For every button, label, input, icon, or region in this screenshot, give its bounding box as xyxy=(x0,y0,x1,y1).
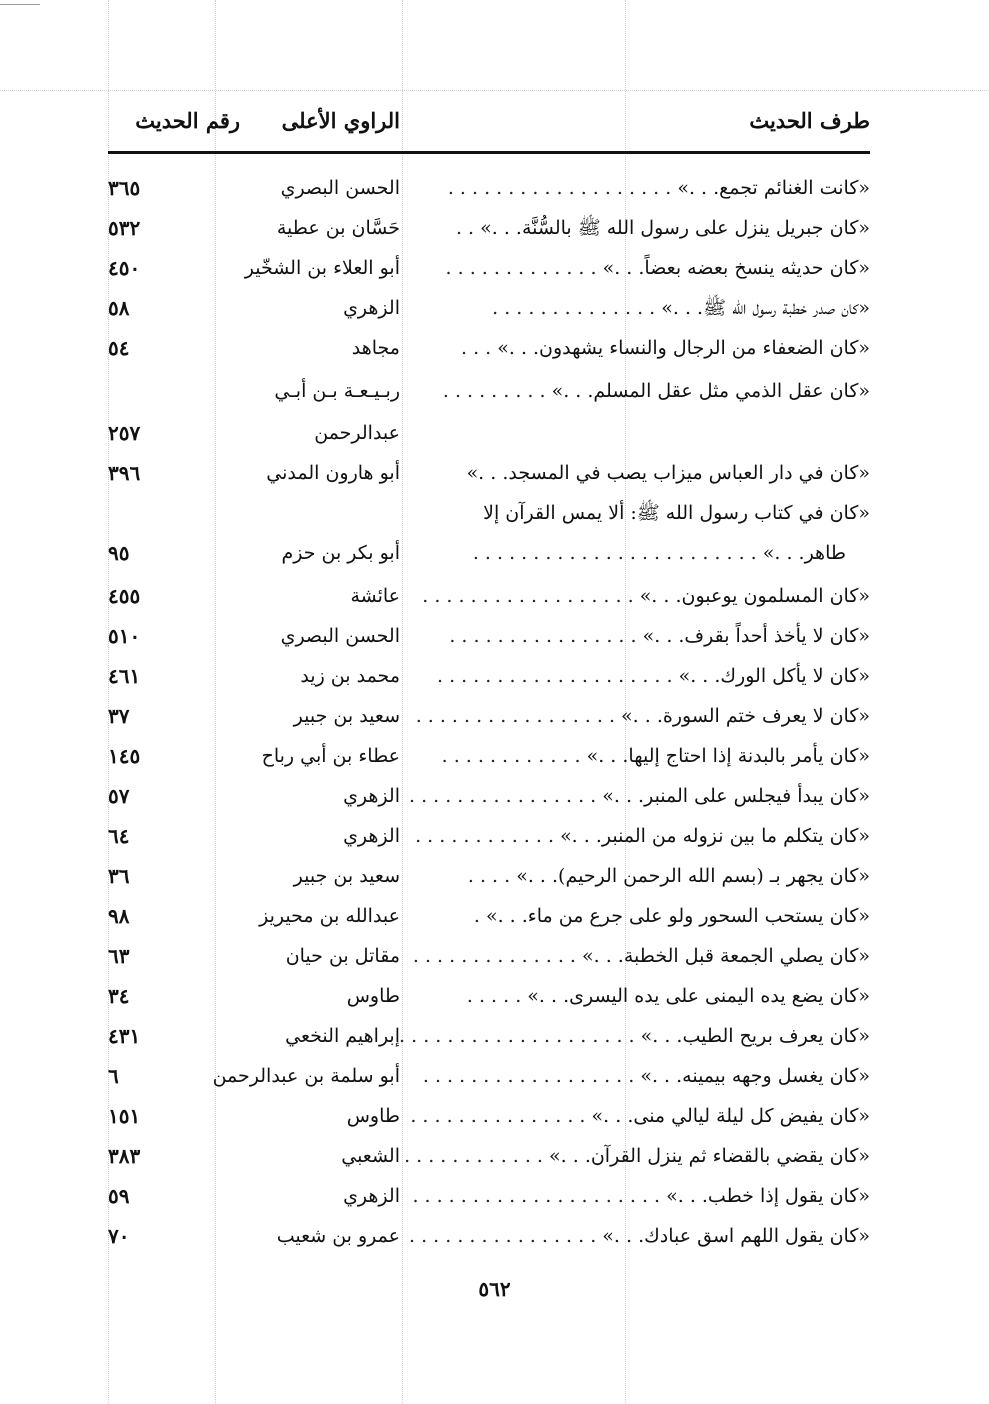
narrator-name: عبدالرحمن xyxy=(314,422,400,444)
narrator-name: الحسن البصري xyxy=(280,177,400,199)
narrator-name: مقاتل بن حيان xyxy=(285,945,400,967)
hadith-number: ٦ xyxy=(108,1064,119,1088)
table-row xyxy=(108,856,870,896)
dot-leader: . . . . . . . . . . . . . . . . . . . xyxy=(447,177,672,199)
scan-guide-line xyxy=(0,90,989,91)
hadith-text xyxy=(410,1096,870,1136)
hadith-number: ٥٧ xyxy=(108,784,130,808)
table-row xyxy=(108,696,870,736)
hadith-text-value: «كان لا يأكل الورك. . .» xyxy=(678,665,870,687)
hadith-text-value: «كان يتكلم ما بين نزوله من المنبر. . .» xyxy=(560,825,870,847)
narrator-name: طاوس xyxy=(346,1105,400,1127)
hadith-text-value: طاهر. . .» xyxy=(762,542,846,564)
hadith-text-value: «كان لا يأخذ أحداً بقرف. . .» xyxy=(642,625,870,647)
dot-leader: . . . . . . . . . . . . . . xyxy=(412,945,576,967)
narrator-name: مجاهد xyxy=(351,337,400,359)
hadith-text xyxy=(415,533,870,573)
hadith-text-value: «كان يفيض كل ليلة ليالي منى. . .» xyxy=(591,1105,870,1127)
hadith-text-value: «كان يقول اللهم اسق عبادك. . .» xyxy=(602,1225,870,1247)
hadith-text-value: «كان يأمر بالبدنة إذا احتاج إليها. . .» xyxy=(586,745,870,767)
table-row xyxy=(108,413,870,453)
hadith-number: ٥١٠ xyxy=(108,624,141,648)
hadith-text-value: «كان يصلي الجمعة قبل الخطبة. . .» xyxy=(582,945,870,967)
hadith-text xyxy=(415,856,870,896)
narrator-name: الشعبي xyxy=(341,1145,400,1167)
narrator-name: أبو هارون المدني xyxy=(266,462,400,484)
dot-leader: . . . . . . . . . xyxy=(442,380,546,402)
hadith-number: ٤٦١ xyxy=(108,664,141,688)
table-row xyxy=(108,208,870,248)
narrator-name: أبو سلمة بن عبدالرحمن xyxy=(212,1065,400,1087)
hadith-text-value: «كان المسلمون يوعبون. . .» xyxy=(639,585,870,607)
narrator-name: عبدالله بن محيريز xyxy=(259,905,400,927)
dot-leader: . xyxy=(473,905,480,927)
hadith-number: ٤٣١ xyxy=(108,1024,141,1048)
hadith-text-value: «كان يقول إذا خطب. . .» xyxy=(666,1185,870,1207)
narrator-name: الزهري xyxy=(343,1185,400,1207)
hadith-number: ٥٩ xyxy=(108,1184,130,1208)
hadith-number: ٦٤ xyxy=(108,824,130,848)
dot-leader: . . . . . . . . . . . . . . . xyxy=(410,1105,586,1127)
hadith-text xyxy=(409,1216,870,1256)
dot-leader: . . . . . . . . . . . . xyxy=(441,745,581,767)
table-row xyxy=(108,168,870,208)
table-row xyxy=(108,616,870,656)
hadith-text xyxy=(415,328,870,368)
table-row xyxy=(108,1176,870,1216)
narrator-name: حَسَّان بن عطية xyxy=(276,217,400,239)
hadith-text xyxy=(415,248,870,288)
table-row xyxy=(108,1136,870,1176)
dot-leader: . . . . . . . . . . . . . . . . . xyxy=(415,705,615,727)
table-row xyxy=(108,1016,870,1056)
hadith-text xyxy=(415,576,870,616)
hadith-number: ٤٥٥ xyxy=(108,584,141,608)
hadith-number: ٦٣ xyxy=(108,944,130,968)
narrator-name: عمرو بن شعيب xyxy=(276,1225,400,1247)
dot-leader: . . . xyxy=(460,337,492,359)
table-row xyxy=(108,976,870,1016)
hadith-number: ٩٨ xyxy=(108,904,130,928)
hadith-text xyxy=(408,776,870,816)
hadith-text-value: «كان يبدأ فيجلس على المنبر. . .» xyxy=(602,785,870,807)
table-row xyxy=(108,896,870,936)
table-row xyxy=(108,736,870,776)
hadith-text-value: «كان الضعفاء من الرجال والنساء يشهدون. . .» xyxy=(497,337,870,359)
narrator-name: محمد بن زيد xyxy=(300,665,400,687)
dot-leader: . . . . . . . . . . . . xyxy=(415,825,555,847)
hadith-text xyxy=(404,1136,870,1176)
hadith-text-value: «كان جبريل ينزل على رسول الله ﷺ بالسُّنَّة. . .» xyxy=(480,217,870,239)
narrator-name: طاوس xyxy=(346,985,400,1007)
header-hadith-text: طرف الحديث xyxy=(749,108,870,133)
hadith-text xyxy=(415,288,870,328)
narrator-name: عائشة xyxy=(350,585,400,607)
header-narrator: الراوي الأعلى xyxy=(281,108,400,133)
hadith-text-value: «كان يستحب السحور ولو على جرع من ماء. . .» xyxy=(485,905,870,927)
dot-leader: . . xyxy=(455,217,475,239)
table-row xyxy=(108,816,870,856)
dot-leader: . . . . . xyxy=(466,985,522,1007)
scan-mark xyxy=(0,4,40,5)
narrator-name: أبو العلاء بن الشخّير xyxy=(244,257,400,279)
hadith-number: ١٤٥ xyxy=(108,744,141,768)
hadith-text xyxy=(415,616,870,656)
table-row xyxy=(108,776,870,816)
hadith-number: ٣٤ xyxy=(108,984,130,1008)
hadith-text-value: «كان لا يعرف ختم السورة. . .» xyxy=(621,705,870,727)
narrator-name: الزهري xyxy=(343,825,400,847)
table-row xyxy=(108,1096,870,1136)
hadith-text xyxy=(415,168,870,208)
hadith-text-value: «كان يجهر بـ (بسم الله الرحمن الرحيم). . .» xyxy=(516,865,870,887)
narrator-name: سعيد بن جبير xyxy=(293,705,400,727)
hadith-text-value: «كان في كتاب رسول الله ﷺ: ألا يمس القرآن إلا xyxy=(483,502,870,524)
hadith-number: ٣٨٣ xyxy=(108,1144,141,1168)
dot-leader: . . . . . . . . . . . . . . xyxy=(492,297,656,319)
table-row xyxy=(108,371,870,411)
hadith-text xyxy=(399,1016,870,1056)
hadith-text xyxy=(412,936,870,976)
hadith-text xyxy=(412,1176,870,1216)
narrator-name: إبراهيم النخعي xyxy=(285,1025,400,1047)
table-row xyxy=(108,493,870,533)
dot-leader: . . . . . . . . . . . . . . . . . . xyxy=(422,1065,635,1087)
hadith-text xyxy=(415,896,870,936)
hadith-number: ٩٥ xyxy=(108,541,130,565)
table-row xyxy=(108,576,870,616)
header-divider xyxy=(108,151,870,154)
hadith-text-value: «كان يضع يده اليمنى على يده اليسرى. . .» xyxy=(527,985,870,1007)
hadith-text xyxy=(415,656,870,696)
hadith-number: ٢٥٧ xyxy=(108,421,141,445)
narrator-name: الزهري xyxy=(343,297,400,319)
dot-leader: . . . . . . . . . . . . . . . . xyxy=(409,1225,597,1247)
hadith-text-value: «كانت الغنائم تجمع. . .» xyxy=(677,177,870,199)
table-row xyxy=(108,533,870,573)
dot-leader: . . . . . . . . . . . . . . . . xyxy=(449,625,637,647)
table-header xyxy=(108,108,870,142)
hadith-text xyxy=(415,208,870,248)
narrator-name: الزهري xyxy=(343,785,400,807)
hadith-text-value: «كان عقل الذمي مثل عقل المسلم. . .» xyxy=(551,380,870,402)
hadith-text xyxy=(415,696,870,736)
hadith-number: ٣٦ xyxy=(108,864,130,888)
hadith-number: ٤٥٠ xyxy=(108,256,141,280)
dot-leader: . . . . . . . . . . . . . . . . . . . . . . . . xyxy=(472,542,757,564)
dot-leader: . . . . . . . . . . . . . . . . . . . . xyxy=(399,1025,635,1047)
table-row xyxy=(108,656,870,696)
table-row xyxy=(108,453,870,493)
hadith-text-value: «كان يقضي بالقضاء ثم ينزل القرآن. . .» xyxy=(549,1145,870,1167)
narrator-name: عطاء بن أبي رباح xyxy=(261,745,400,767)
table-row xyxy=(108,1056,870,1096)
header-hadith-number: رقم الحديث xyxy=(135,108,240,133)
hadith-text xyxy=(415,976,870,1016)
table-row xyxy=(108,248,870,288)
hadith-text-value: «كان في دار العباس ميزاب يصب في المسجد. . .» xyxy=(466,462,870,484)
dot-leader: . . . . . . . . . . . . . . . . . . . . . xyxy=(412,1185,661,1207)
table-row xyxy=(108,288,870,328)
hadith-text-value: «كان حديثه ينسخ بعضه بعضاً. . .» xyxy=(602,257,870,279)
dot-leader: . . . . . . . . . . . . . . . . . . xyxy=(422,585,634,607)
hadith-number: ٧٠ xyxy=(108,1224,130,1248)
hadith-text-value: «كان يغسل وجهه بيمينه. . .» xyxy=(640,1065,870,1087)
hadith-number: ٥٣٢ xyxy=(108,216,141,240)
table-row xyxy=(108,328,870,368)
narrator-name: ربـيـعـة بـن أبـي xyxy=(274,380,400,402)
hadith-text xyxy=(415,736,870,776)
hadith-number: ١٥١ xyxy=(108,1104,141,1128)
hadith-text-value: «كان صدر خطبة رسول الله ﷺ. . .» xyxy=(661,297,870,319)
table-row xyxy=(108,936,870,976)
hadith-number: ٣٧ xyxy=(108,704,130,728)
table-row xyxy=(108,1216,870,1256)
page-number: ٥٦٢ xyxy=(478,1277,511,1301)
hadith-text xyxy=(415,493,870,533)
hadith-text xyxy=(415,816,870,856)
narrator-name: الحسن البصري xyxy=(280,625,400,647)
hadith-number: ٣٩٦ xyxy=(108,461,141,485)
hadith-number: ٣٦٥ xyxy=(108,176,141,200)
dot-leader: . . . . . . . . . . . . xyxy=(404,1145,543,1167)
hadith-text xyxy=(415,453,870,493)
hadith-number: ٥٤ xyxy=(108,336,130,360)
hadith-number: ٥٨ xyxy=(108,296,130,320)
dot-leader: . . . . . . . . . . . . . . . . . . . . xyxy=(436,665,673,687)
dot-leader: . . . . xyxy=(467,865,511,887)
dot-leader: . . . . . . . . . . . . . xyxy=(445,257,597,279)
hadith-text-value: «كان يعرف بريح الطيب. . .» xyxy=(640,1025,870,1047)
narrator-name: أبو بكر بن حزم xyxy=(281,542,400,564)
dot-leader: . . . . . . . . . . . . . . . . xyxy=(408,785,597,807)
narrator-name: سعيد بن جبير xyxy=(293,865,400,887)
hadith-text xyxy=(415,371,870,411)
hadith-text xyxy=(415,1056,870,1096)
